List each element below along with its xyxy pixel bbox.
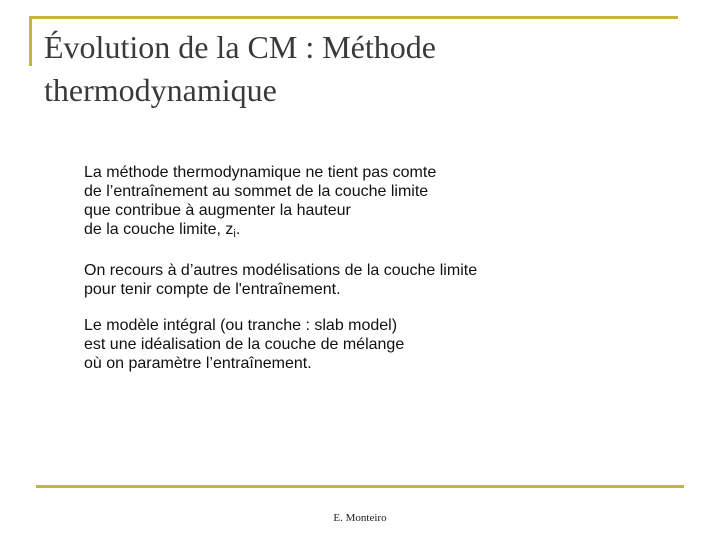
title-line-1: Évolution de la CM : Méthode: [44, 29, 436, 65]
p1-line-4: [84, 220, 684, 244]
p2-line-1: On recours à d’autres modélisations de la couche limite: [84, 262, 478, 279]
slide-title: [44, 26, 684, 112]
slide-body: [84, 163, 684, 390]
paragraph-1: [84, 163, 684, 244]
p1-line-4-text: de la couche limite, z: [84, 221, 234, 238]
footer-author: E. Monteiro: [333, 512, 387, 524]
p3-line-3: où on paramètre l’entraînement.: [84, 355, 312, 372]
p1-line-4-end: .: [235, 221, 241, 238]
p1-line-1: La méthode thermodynamique ne tient pas comte: [84, 164, 437, 181]
top-accent-bar: [30, 16, 678, 19]
p3-line-2: est une idéalisation de la couche de mélange: [84, 336, 405, 353]
left-accent-bar: [29, 16, 32, 66]
bottom-accent-bar: [36, 485, 684, 488]
p2-line-2: pour tenir compte de l'entraînement.: [84, 281, 341, 298]
p1-line-4-subscript: i: [233, 228, 236, 240]
p1-line-3: que contribue à augmenter la hauteur: [84, 202, 351, 219]
p3-line-1: Le modèle intégral (ou tranche : slab model): [84, 317, 398, 334]
title-line-2: thermodynamique: [44, 72, 277, 108]
paragraph-3: [84, 316, 684, 373]
p1-line-2: de l’entraînement au sommet de la couche limite: [84, 183, 429, 200]
paragraph-2: [84, 261, 684, 299]
